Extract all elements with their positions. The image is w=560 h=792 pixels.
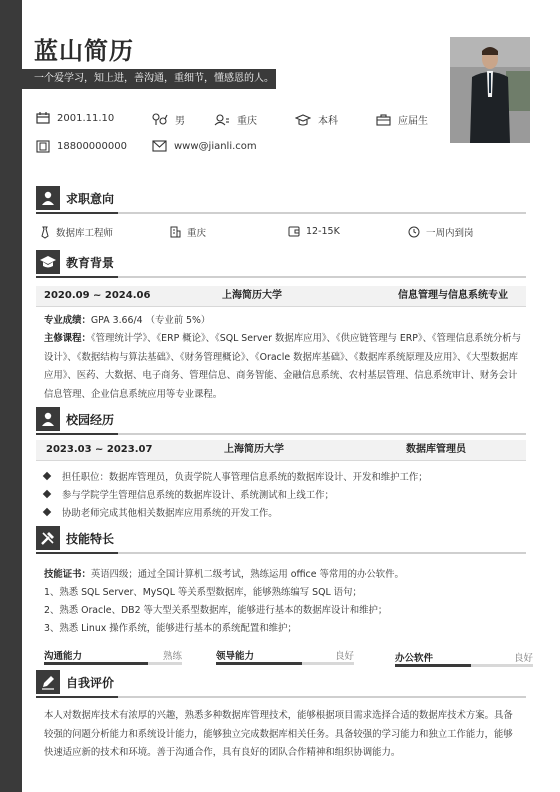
intent-city: 重庆 — [170, 225, 206, 239]
mail-icon — [152, 140, 167, 152]
phone-info — [36, 140, 127, 153]
list-item: 担任职位：数据库管理员，负责学院人事管理信息系统的数据库设计、开发和维护工作； — [44, 469, 428, 483]
section-skills-header — [36, 526, 114, 550]
section-divider — [36, 696, 526, 698]
person-icon — [36, 186, 60, 210]
list-item: 参与学院学生管理信息系统的数据库设计、系统测试和上线工作； — [44, 487, 334, 501]
birth-info — [36, 112, 114, 124]
intent-salary: 12-15K — [288, 225, 340, 237]
intent-arrival: 一周内到岗 — [408, 225, 474, 239]
section-title: 教育背景 — [66, 255, 115, 270]
section-title: 求职意向 — [66, 191, 115, 206]
section-campus-header — [36, 407, 114, 431]
clock-icon — [408, 226, 420, 238]
skill-bar-fill — [395, 664, 471, 667]
email-address: www@jianli.com — [174, 140, 257, 152]
building-icon — [170, 226, 181, 238]
degree: 本科 — [318, 116, 338, 127]
calendar-icon — [36, 112, 50, 124]
education-score: 专业成绩：GPA 3.66/4 （专业前 5%） — [44, 315, 211, 326]
section-title: 自我评价 — [66, 675, 115, 690]
education-courses: 主修课程：《管理统计学》、《ERP 概论》、《SQL Server 数据库应用》、《供应链管理与 ERP》、《管理信息系统分析与设计》、《数据结构与算法基础》、《财务管理概论》、《Oracle 数据库基础》、《数据库系统原理及应用》、《大型数据库应用》、医药、大数据、电子商务、管理信息、商务智能、金融信息系统、农村基层管理、信息系统审计、财务会计信息管理、企业信息系统应用等专业课程。 — [44, 333, 522, 400]
self-evaluation-text: 本人对数据库技术有浓厚的兴趣，熟悉多种数据库管理技术，能够根据项目需求选择合适的数据库技术方案。具备较强的问题分析能力和系统设计能力，能够独立完成数据库相关任务。具备较强的学习能力和独立工作能力，能够快速适应新的技术和环境。善于沟通合作，具有良好的团队合作精神和组织协调能力。 — [44, 710, 513, 758]
city: 重庆 — [237, 116, 257, 127]
section-title: 技能特长 — [66, 531, 115, 546]
list-item: 2、熟悉 Oracle、DB2 等大型关系型数据库，能够进行基本的数据库设计和维护； — [44, 605, 388, 616]
skills-certificate: 技能证书：英语四级；通过全国计算机二级考试，熟练运用 office 等常用的办公软件。 — [44, 569, 404, 580]
status-info — [376, 112, 428, 127]
section-divider — [36, 212, 526, 214]
section-education-header — [36, 250, 114, 274]
person-icon — [36, 407, 60, 431]
intent-position: 数据库工程师 — [40, 225, 113, 239]
tie-icon — [40, 226, 50, 239]
wallet-icon — [288, 225, 300, 237]
gender: 男 — [175, 116, 185, 127]
job-status: 应届生 — [398, 116, 428, 127]
degree-info — [295, 112, 338, 127]
section-intent-header — [36, 186, 114, 210]
skill-bar-fill — [216, 662, 302, 665]
education-school: 上海简历大学 — [222, 290, 282, 301]
profile-photo — [450, 37, 530, 143]
campus-period: 2023.03 ~ 2023.07 — [46, 444, 153, 455]
education-major: 信息管理与信息系统专业 — [398, 290, 508, 301]
birth-date: 2001.11.10 — [57, 112, 115, 124]
skill-bar-fill — [44, 662, 148, 665]
education-entry-band — [36, 286, 526, 307]
phone-icon — [36, 140, 50, 153]
tools-icon — [36, 526, 60, 550]
campus-school: 上海简历大学 — [224, 444, 284, 455]
phone-number: 18800000000 — [57, 141, 127, 152]
email-info — [152, 140, 257, 152]
education-period: 2020.09 ~ 2024.06 — [44, 290, 151, 301]
pencil-icon — [36, 670, 60, 694]
briefcase-icon — [376, 114, 391, 126]
graduation-cap-icon — [295, 114, 311, 126]
section-divider — [36, 433, 526, 435]
user-icon — [214, 114, 230, 126]
resume-name: 蓝山简历 — [34, 37, 134, 65]
left-accent-bar — [0, 0, 22, 792]
campus-entry-band — [36, 440, 526, 461]
list-item: 1、熟悉 SQL Server、MySQL 等关系型数据库，能够熟练编写 SQL 语句； — [44, 587, 362, 598]
city-info — [214, 112, 257, 127]
list-item: 3、熟悉 Linux 操作系统，能够进行基本的系统配置和维护； — [44, 623, 297, 634]
gender-info — [152, 112, 185, 127]
tagline: 一个爱学习，知上进，善沟通，重细节，懂感恩的人。 — [22, 69, 276, 89]
section-self-eval-header — [36, 670, 114, 694]
graduation-cap-icon — [36, 250, 60, 274]
section-divider — [36, 276, 526, 278]
section-title: 校园经历 — [66, 412, 115, 427]
campus-role: 数据库管理员 — [406, 444, 466, 455]
list-item: 协助老师完成其他相关数据库应用系统的开发工作。 — [44, 505, 278, 519]
gender-icon — [152, 113, 168, 126]
section-divider — [36, 552, 526, 554]
